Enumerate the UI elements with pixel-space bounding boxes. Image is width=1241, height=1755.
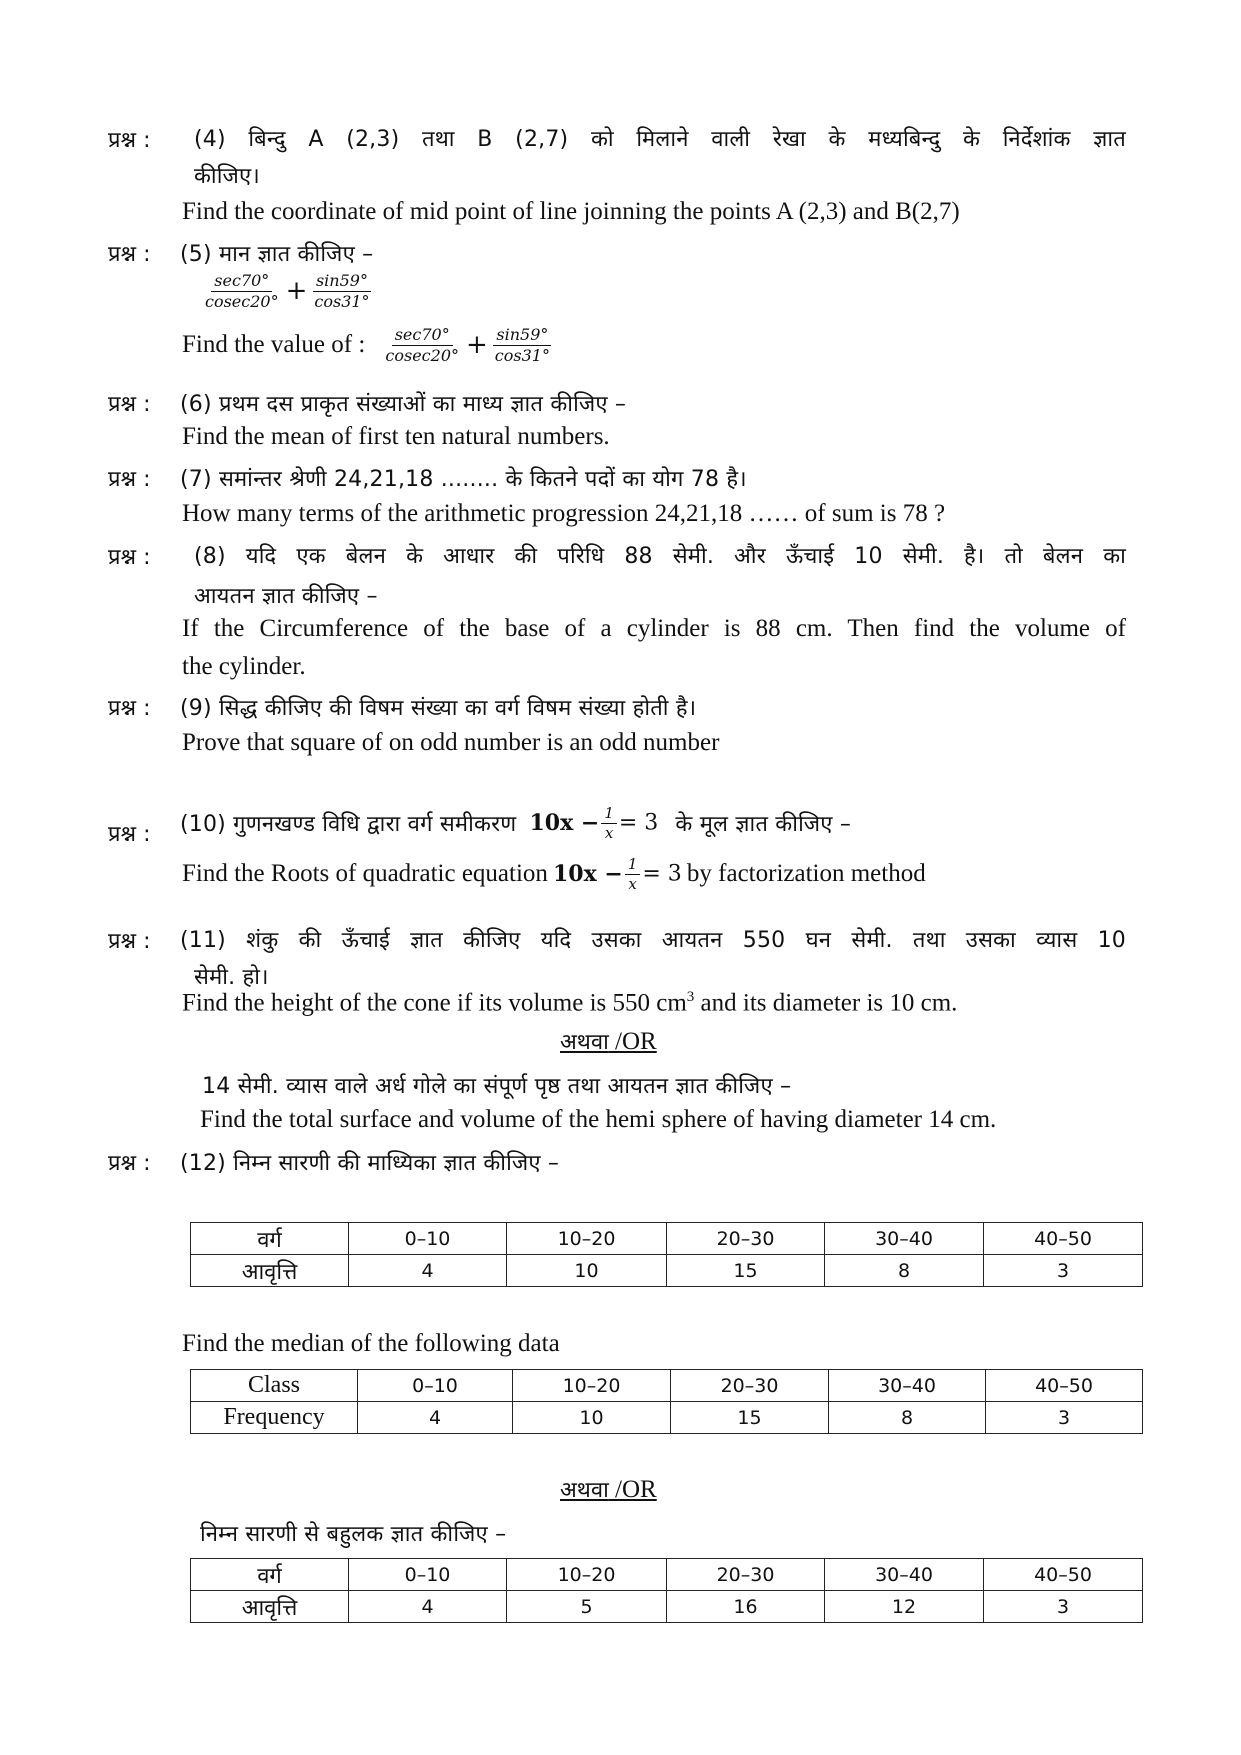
table-cell: 10–20 [513,1370,671,1402]
table-cell: 10 [507,1255,667,1287]
question-label-9: प्रश्न : [108,696,151,721]
table-cell: Class [191,1370,358,1402]
table-row [191,1223,1143,1255]
q10-english: Find the Roots of quadratic equation 10x − $\frac{1}{x}$ = 3 by factorization method [182,855,926,893]
table-cell: 8 [825,1255,984,1287]
q4-hindi-line-2: कीजिए। [194,164,260,189]
table-cell: 4 [358,1402,513,1434]
table-cell: 40–50 [986,1370,1143,1402]
table-cell: 0–10 [358,1370,513,1402]
q9-english: Prove that square of on odd number is an odd number [182,729,720,756]
table-cell: वर्ग [191,1223,349,1255]
question-label-7: प्रश्न : [108,467,151,492]
table-cell: Frequency [191,1402,358,1434]
table-row [191,1559,1143,1591]
table-cell: 30–40 [829,1370,986,1402]
q4-hindi-line-1: (4) बिन्दु A (2,3) तथा B (2,7) को मिलाने वाली रेखा के मध्यबिन्दु के निर्देशांक ज्ञात [194,127,1126,152]
median-table-english [190,1369,1143,1434]
q11-alt-english: Find the total surface and volume of the hemi sphere of having diameter 14 cm. [200,1106,997,1133]
q10-eq-term: 10x − [529,810,600,836]
q9-hindi: (9) सिद्ध कीजिए की विषम संख्या का वर्ग विषम संख्या होती है। [180,696,697,721]
table-cell: 10–20 [507,1223,667,1255]
q11-or-heading: अथवा /OR [560,1028,657,1055]
q10-eq-fraction: $\frac{1}{x}$ [601,805,617,841]
table-cell: 30–40 [825,1223,984,1255]
table-cell: 16 [667,1591,825,1623]
q5-fraction-1: $\frac{\sec 70^\circ}{cosec20^\circ}$ [205,271,279,311]
table-cell: 12 [825,1591,984,1623]
q10-en-eq-fraction: $\frac{1}{x}$ [625,856,641,892]
table-row [191,1402,1143,1434]
question-label-8: प्रश्न : [108,545,151,570]
question-label-6: प्रश्न : [108,392,151,417]
table-cell: 10 [513,1402,671,1434]
question-label-10: प्रश्न : [108,822,151,847]
table-cell: आवृत्ति [191,1591,349,1623]
table-cell: आवृत्ति [191,1255,349,1287]
table-cell: 5 [507,1591,667,1623]
q11-english: Find the height of the cone if its volume is 550 $cm^3$ and its diameter is 10 cm. [182,989,958,1017]
table-cell: 3 [984,1591,1143,1623]
table-cell: 20–30 [667,1559,825,1591]
table-cell: 0–10 [349,1223,507,1255]
table-cell: 15 [671,1402,829,1434]
table-cell: 40–50 [984,1223,1143,1255]
table-cell: 4 [349,1591,507,1623]
q10-en-eq-term: 10x − [553,861,623,887]
q8-hindi-line-1: (8) यदि एक बेलन के आधार की परिधि 88 सेमी. और ऊँचाई 10 सेमी. है। तो बेलन का [194,544,1126,569]
q7-english: How many terms of the arithmetic progression 24,21,18 …… of sum is 78 ? [182,500,946,527]
q5-fraction-2: $\frac{\sin 59^\circ}{\cos 31^\circ}$ [314,271,370,311]
table-cell: 40–50 [984,1559,1143,1591]
table-cell: 3 [986,1402,1143,1434]
table-cell: 3 [984,1255,1143,1287]
median-table-hindi [190,1222,1143,1287]
table-cell: 4 [349,1255,507,1287]
question-label-11: प्रश्न : [108,929,151,954]
table-cell: वर्ग [191,1559,349,1591]
q7-hindi: (7) समांन्तर श्रेणी 24,21,18 ........ के कितने पदों का योग 78 है। [180,467,747,492]
q10-hindi: (10) गुणनखण्ड विधि द्वारा वर्ग समीकरण 10x − $\frac{1}{x}$ = 3 के मूल ज्ञात कीजिए – [180,804,852,842]
q8-english-line-1: If the Circumference of the base of a cylinder is 88 cm. Then find the volume of [182,615,1126,642]
mode-table-hindi [190,1558,1143,1623]
table-row [191,1370,1143,1402]
table-cell: 15 [667,1255,825,1287]
q12-alt-hindi: निम्न सारणी से बहुलक ज्ञात कीजिए – [200,1522,507,1547]
q5-expression-hindi: $\frac{\sec 70^\circ}{cosec20^\circ}$ + $\frac{\sin 59^\circ}{\cos 31^\circ}$ [200,272,375,310]
table-cell: 10–20 [507,1559,667,1591]
q5-en-fraction-2: $\frac{\sin 59^\circ}{\cos 31^\circ}$ [494,325,550,365]
q11-hindi-line-1: (11) शंकु की ऊँचाई ज्ञात कीजिए यदि उसका आयतन 550 घन सेमी. तथा उसका व्यास 10 [180,928,1126,953]
q8-hindi-line-2: आयतन ज्ञात कीजिए – [194,584,378,609]
q11-hindi-line-2: सेमी. हो। [194,965,269,990]
table-cell: 0–10 [349,1559,507,1591]
q12-hindi: (12) निम्न सारणी की माध्यिका ज्ञात कीजिए – [180,1151,560,1176]
q8-english-line-2: the cylinder. [182,653,306,680]
q4-english: Find the coordinate of mid point of line joinning the points A (2,3) and B(2,7) [182,198,960,225]
table-row [191,1591,1143,1623]
q5-hindi: (5) मान ज्ञात कीजिए – [180,242,374,267]
q11-alt-hindi: 14 सेमी. व्यास वाले अर्ध गोले का संपूर्ण पृष्ठ तथा आयतन ज्ञात कीजिए – [202,1074,792,1099]
table-cell: 30–40 [825,1559,984,1591]
q6-english: Find the mean of first ten natural numbers. [182,423,610,450]
q6-hindi: (6) प्रथम दस प्राकृत संख्याओं का माध्य ज्ञात कीजिए – [180,392,627,417]
table-cell: 20–30 [671,1370,829,1402]
question-label-4: प्रश्न : [108,128,151,153]
table-row [191,1255,1143,1287]
question-label-12: प्रश्न : [108,1151,151,1176]
table-cell: 20–30 [667,1223,825,1255]
table-cell: 8 [829,1402,986,1434]
q12-english: Find the median of the following data [182,1330,560,1357]
question-label-5: प्रश्न : [108,242,151,267]
q5-en-fraction-1: $\frac{\sec 70^\circ}{cosec20^\circ}$ [385,325,459,365]
q12-or-heading: अथवा /OR [560,1476,657,1503]
q5-english: Find the value of : $\frac{\sec 70^\circ}{cosec20^\circ}$ + $\frac{\sin 59^\circ}{\cos 31^\circ}$ [182,326,555,364]
